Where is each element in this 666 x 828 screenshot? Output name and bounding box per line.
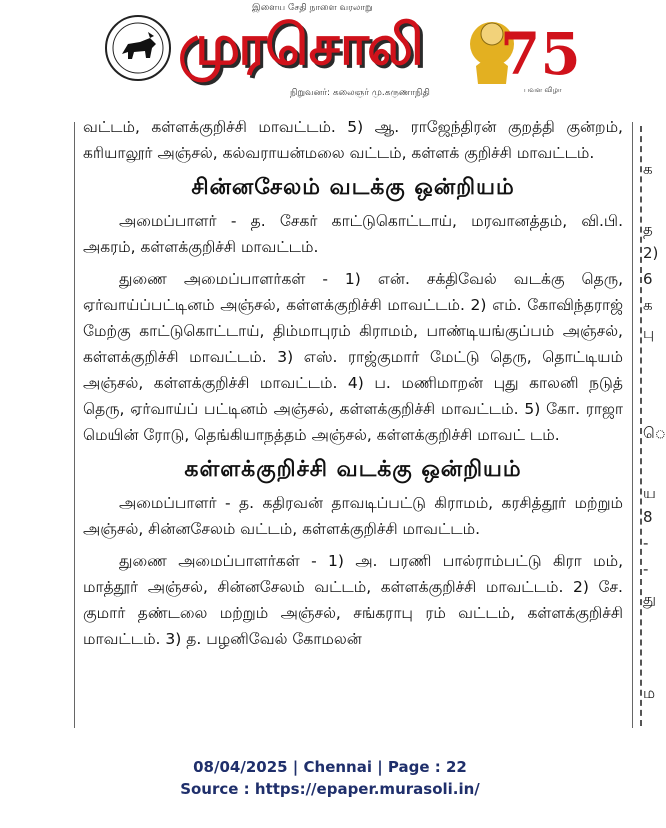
organiser-kallakurichi-north: அமைப்பாளர் - த. கதிரவன் தாவடிப்பட்டு கிராமம், கரசித்தூர் மற்றும் அஞ்சல், சின்னசேலம் வட்டம், கள்ளக்குறிச்சி மாவட்டம். bbox=[83, 494, 624, 538]
article-clipping bbox=[73, 118, 633, 728]
lead-fragment: வட்டம், கள்ளக்குறிச்சி மாவட்டம். 5) ஆ. ராஜேந்திரன் குறத்தி குன்றம், கரியாலூர் அஞ்சல், கல்வராயன்மலை வட்டம், கள்ளக் குறிச்சி மாவட்டம். bbox=[83, 118, 623, 162]
anniversary-caption: பவள விழா bbox=[524, 86, 562, 94]
footer-date-edition-page: 08/04/2025 | Chennai | Page : 22 bbox=[193, 758, 467, 776]
deputies-chinnasalem-north: துணை அமைப்பாளர்கள் - 1) என். சக்திவேல் வடக்கு தெரு, ஏர்வாய்ப்பட்டினம் அஞ்சல், கள்ளக்குறிச்சி மாவட்டம். 2) எம். கோவிந்தராஜ் மேற்கு காட்டுகொட்டாய், திம்மாபுரம் கிராமம், பாண்டியங்குப்பம் அஞ்சல், கள்ளக்குறிச்சி மாவட்டம். 3) எஸ். ராஜ்குமார் மேட்டு தெரு, தொட்டியம் அஞ்சல், கள்ளக்குறிச்சி மாவட்டம். 4) ப. மணிமாறன் புது காலனி நடுத் தெரு, ஏர்வாய்ப் பட்டினம் அஞ்சல், கள்ளக்குறிச்சி மாவட்டம். 5) கோ. ராஜா மெயின் ரோடு, தெங்கியாநத்தம் அஞ்சல், கள்ளக்குறிச்சி மாவட் டம். bbox=[83, 270, 623, 444]
neighbour-fragment: 2) bbox=[643, 244, 659, 262]
anniversary-75-logo bbox=[462, 4, 581, 104]
clipping-cut-line bbox=[640, 126, 642, 726]
deputies-kallakurichi-north: துணை அமைப்பாளர்கள் - 1) அ. பரணி பால்ராம்பட்டு கிரா மம், மாத்தூர் அஞ்சல், சின்னசேலம் வட்டம், கள்ளக்குறிச்சி மாவட்டம். 2) சே. குமார் தண்டலை மற்றும் அஞ்சல், சங்கராபு ரம் வட்டம், கள்ளக்குறிச்சி மாவட்டம். 3) த. பழனிவேல் கோமலன் bbox=[83, 552, 623, 648]
newspaper-title: முரசொலி bbox=[178, 13, 422, 78]
organiser-chinnasalem-north: அமைப்பாளர் - த. சேகர் காட்டுகொட்டாய், மரவானத்தம், வி.பி. அகரம், கள்ளக்குறிச்சி மாவட்டம். bbox=[83, 212, 623, 256]
neighbour-fragment: து bbox=[643, 590, 657, 608]
article-column bbox=[83, 114, 623, 658]
neighbour-fragment: பு bbox=[643, 324, 655, 342]
neighbour-fragment: ெ bbox=[643, 424, 666, 442]
neighbour-fragment: த bbox=[643, 220, 653, 238]
neighbour-fragment: 6 bbox=[643, 270, 653, 288]
neighbour-fragment: க bbox=[643, 160, 653, 178]
masthead bbox=[100, 0, 581, 118]
masthead-tagline: இளைய சேதி நாளை வரலாறு bbox=[252, 3, 373, 13]
section-heading-chinnasalem-north: சின்னசேலம் வடக்கு ஒன்றியம் bbox=[191, 175, 515, 200]
masthead-founder-line: நிறுவனர்: கலைஞர் மு.கருணாநிதி bbox=[290, 88, 430, 98]
footer-source-link[interactable]: Source : https://epaper.murasoli.in/ bbox=[180, 780, 480, 798]
neighbour-fragment: - bbox=[643, 560, 649, 578]
neighbour-fragment: ய bbox=[643, 484, 656, 502]
neighbour-fragment: ம bbox=[643, 684, 656, 702]
section-heading-kallakurichi-north: கள்ளக்குறிச்சி வடக்கு ஒன்றியம் bbox=[184, 457, 522, 482]
party-emblem-icon bbox=[104, 14, 172, 82]
neighbour-fragment: க bbox=[643, 296, 653, 314]
anniversary-number: 75 bbox=[500, 20, 581, 88]
neighbour-fragment: 8 bbox=[643, 508, 653, 526]
neighbour-fragment: - bbox=[643, 534, 649, 552]
